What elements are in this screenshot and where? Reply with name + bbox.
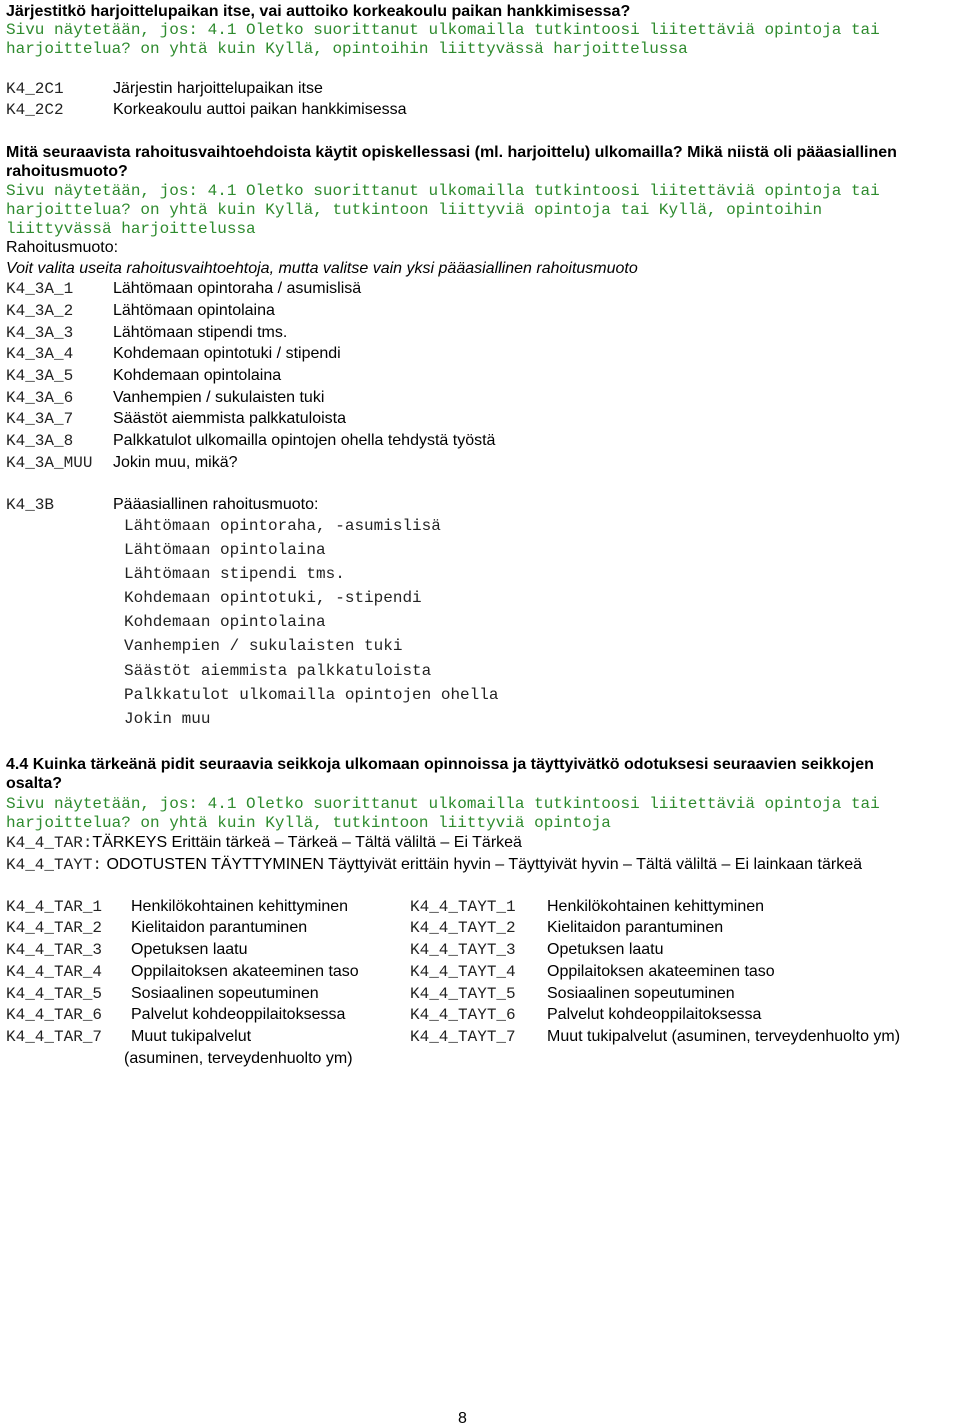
option-label: Kohdemaan opintotuki / stipendi	[113, 345, 341, 362]
option-code: K4_3B	[6, 496, 55, 514]
condition-text: harjoittelua? on yhtä kuin Kyllä, tutkintoon liittyviä opintoja	[6, 814, 611, 832]
item-code: K4_4_TAR_2	[6, 919, 103, 937]
item-label: Opetuksen laatu	[131, 941, 248, 958]
item-label: Kielitaidon parantuminen	[547, 919, 724, 936]
question-heading: rahoitusmuoto?	[6, 163, 128, 180]
dropdown-choice: Jokin muu	[124, 710, 211, 728]
option-code: K4_3A_MUU	[6, 454, 93, 472]
item-code: K4_4_TAR_4	[6, 963, 103, 981]
expectation-item	[410, 917, 723, 939]
option-row	[6, 343, 341, 365]
dropdown-choice: Lähtömaan stipendi tms.	[124, 565, 345, 583]
question-heading: Järjestitkö harjoittelupaikan itse, vai auttoiko korkeakoulu paikan hankkimisessa?	[6, 3, 631, 20]
expectation-item	[410, 983, 735, 1005]
option-label: Vanhempien / sukulaisten tuki	[113, 389, 325, 406]
scale-code: K4_4_TAYT:	[6, 856, 103, 874]
dropdown-choice: Vanhempien / sukulaisten tuki	[124, 637, 403, 655]
item-code: K4_4_TAYT_1	[410, 898, 516, 916]
item-code: K4_4_TAR_6	[6, 1006, 103, 1024]
condition-text: liittyvässä harjoittelussa	[6, 220, 256, 238]
option-label: Järjestin harjoittelupaikan itse	[113, 80, 323, 97]
scale-row	[6, 854, 862, 876]
item-code: K4_4_TAR_3	[6, 941, 103, 959]
option-row	[6, 387, 324, 409]
importance-item	[6, 983, 319, 1005]
page-number: 8	[458, 1410, 467, 1427]
option-label: Jokin muu, mikä?	[113, 454, 238, 471]
condition-text: Sivu näytetään, jos: 4.1 Oletko suorittanut ulkomailla tutkintoosi liitettäviä opintoja tai	[6, 21, 880, 39]
option-row	[6, 408, 346, 430]
dropdown-choice: Lähtömaan opintolaina	[124, 541, 326, 559]
option-row	[6, 78, 323, 100]
option-code: K4_3A_4	[6, 345, 74, 363]
option-row	[6, 322, 287, 344]
expectation-item	[410, 1004, 761, 1026]
option-code: K4_3A_6	[6, 389, 74, 407]
option-code: K4_2C2	[6, 101, 64, 119]
importance-item	[6, 1026, 251, 1048]
expectation-item	[410, 939, 664, 961]
item-label: Sosiaalinen sopeutuminen	[547, 985, 735, 1002]
item-label: Muut tukipalvelut (asuminen, terveydenhuolto ym)	[547, 1028, 901, 1045]
expectation-item	[410, 961, 775, 983]
option-label: Korkeakoulu auttoi paikan hankkimisessa	[113, 101, 407, 118]
importance-item	[6, 939, 248, 961]
option-code: K4_2C1	[6, 80, 64, 98]
option-code: K4_3A_3	[6, 324, 74, 342]
option-code: K4_3A_8	[6, 432, 74, 450]
condition-text: harjoittelua? on yhtä kuin Kyllä, tutkintoon liittyviä opintoja tai Kyllä, opintoihin	[6, 201, 823, 219]
item-label: Henkilökohtainen kehittyminen	[547, 898, 765, 915]
item-label: Oppilaitoksen akateeminen taso	[131, 963, 359, 980]
option-label: Pääasiallinen rahoitusmuoto:	[113, 496, 319, 513]
item-label-continuation	[124, 1048, 353, 1070]
item-label: Muut tukipalvelut	[131, 1028, 252, 1045]
option-label: Lähtömaan opintoraha / asumislisä	[113, 280, 362, 297]
item-code: K4_4_TAR_5	[6, 985, 103, 1003]
option-code: K4_3A_1	[6, 280, 74, 298]
importance-item	[6, 896, 348, 918]
item-label: (asuminen, terveydenhuolto ym)	[124, 1050, 353, 1067]
item-label: Palvelut kohdeoppilaitoksessa	[547, 1006, 762, 1023]
question-heading: osalta?	[6, 775, 63, 792]
dropdown-choice: Kohdemaan opintotuki, -stipendi	[124, 589, 422, 607]
importance-item	[6, 961, 359, 983]
option-row	[6, 430, 495, 452]
option-row	[6, 452, 238, 474]
condition-text: Sivu näytetään, jos: 4.1 Oletko suorittanut ulkomailla tutkintoosi liitettäviä opintoja tai	[6, 182, 880, 200]
option-code: K4_3A_5	[6, 367, 74, 385]
item-code: K4_4_TAR_1	[6, 898, 103, 916]
scale-code: K4_4_TAR:	[6, 834, 93, 852]
option-label: Lähtömaan stipendi tms.	[113, 324, 288, 341]
condition-text: Sivu näytetään, jos: 4.1 Oletko suorittanut ulkomailla tutkintoosi liitettäviä opintoja tai	[6, 795, 880, 813]
importance-item	[6, 917, 307, 939]
option-row	[6, 365, 281, 387]
importance-item	[6, 1004, 345, 1026]
option-label: Kohdemaan opintolaina	[113, 367, 282, 384]
dropdown-choice: Säästöt aiemmista palkkatuloista	[124, 662, 432, 680]
condition-text: harjoittelua? on yhtä kuin Kyllä, opintoihin liittyvässä harjoittelussa	[6, 40, 688, 58]
item-label: Opetuksen laatu	[547, 941, 664, 958]
field-label: Rahoitusmuoto:	[6, 239, 119, 256]
option-code: K4_3A_2	[6, 302, 74, 320]
option-label: Säästöt aiemmista palkkatuloista	[113, 410, 346, 427]
option-row	[6, 300, 275, 322]
item-label: Henkilökohtainen kehittyminen	[131, 898, 349, 915]
item-label: Sosiaalinen sopeutuminen	[131, 985, 319, 1002]
question-heading: 4.4 Kuinka tärkeänä pidit seuraavia seikkoja ulkomaan opinnoissa ja täyttyivätkö odotuksesi seuraavien seikkojen	[6, 756, 874, 773]
dropdown-choice: Palkkatulot ulkomailla opintojen ohella	[124, 686, 499, 704]
expectation-item	[410, 896, 764, 918]
option-row	[6, 99, 407, 121]
item-label: Palvelut kohdeoppilaitoksessa	[131, 1006, 346, 1023]
dropdown-choice: Kohdemaan opintolaina	[124, 613, 326, 631]
option-code: K4_3A_7	[6, 410, 74, 428]
item-code: K4_4_TAYT_4	[410, 963, 516, 981]
scale-label: ODOTUSTEN TÄYTTYMINEN Täyttyivät erittäin hyvin – Täyttyivät hyvin – Tältä väliltä – Ei lainkaan tärkeä	[102, 856, 862, 873]
expectation-item	[410, 1026, 900, 1048]
item-code: K4_4_TAYT_7	[410, 1028, 516, 1046]
item-label: Oppilaitoksen akateeminen taso	[547, 963, 775, 980]
question-heading: Mitä seuraavista rahoitusvaihtoehdoista käytit opiskellessasi (ml. harjoittelu) ulkomailla? Mikä niistä oli pääasiallinen	[6, 144, 897, 161]
instruction-text: Voit valita useita rahoitusvaihtoehtoja, mutta valitse vain yksi pääasiallinen rahoitusmuoto	[6, 260, 638, 277]
item-code: K4_4_TAYT_6	[410, 1006, 516, 1024]
option-label: Palkkatulot ulkomailla opintojen ohella tehdystä työstä	[113, 432, 496, 449]
scale-label: TÄRKEYS Erittäin tärkeä – Tärkeä – Tältä väliltä – Ei Tärkeä	[92, 834, 522, 851]
item-code: K4_4_TAYT_2	[410, 919, 516, 937]
item-code: K4_4_TAR_7	[6, 1028, 103, 1046]
item-label: Kielitaidon parantuminen	[131, 919, 308, 936]
dropdown-choice: Lähtömaan opintoraha, -asumislisä	[124, 517, 441, 535]
main-funding-row	[6, 494, 318, 516]
option-row	[6, 278, 361, 300]
option-label: Lähtömaan opintolaina	[113, 302, 275, 319]
item-code: K4_4_TAYT_3	[410, 941, 516, 959]
scale-row	[6, 832, 522, 854]
item-code: K4_4_TAYT_5	[410, 985, 516, 1003]
